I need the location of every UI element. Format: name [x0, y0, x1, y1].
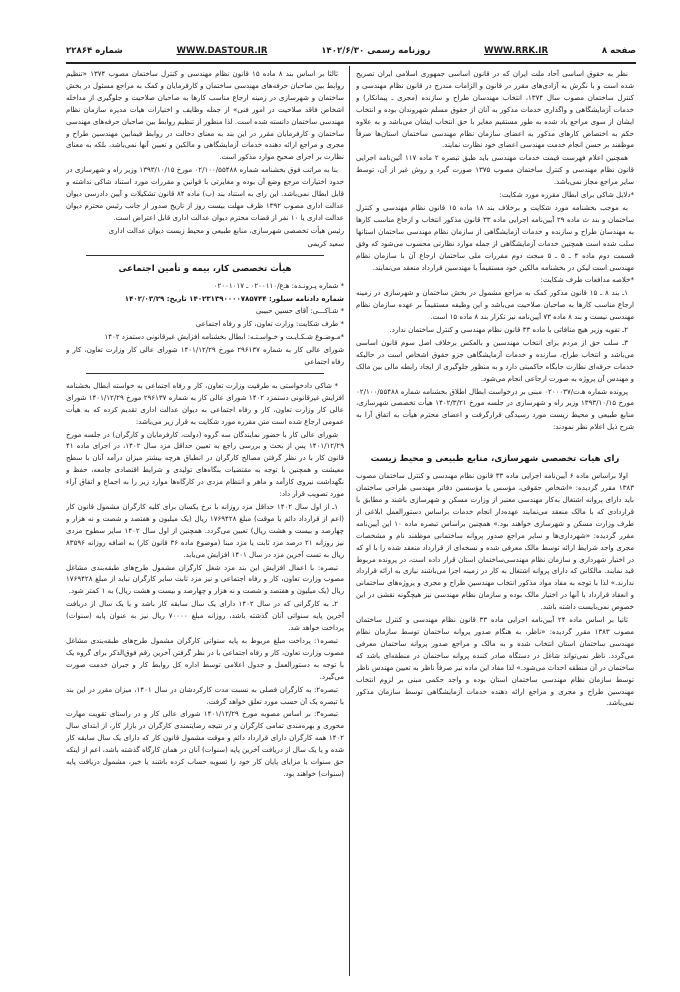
paragraph: تبصره۲: به کارگران فصلی به نسبت مدت کارکردشان در سال ۱۴۰۱، میزان مقرر در این بند با تبصره یک آن حسب مورد تعلق خواهد گرفت.	[66, 684, 344, 706]
dastour-link[interactable]: WWW.DASTOUR.IR	[176, 46, 268, 56]
paragraph: همچنین اعلام فهرست قیمت خدمات مهندسی باید طبق تبصره ۲ ماده ۱۱۷ آئین‌نامه اجرایی قانون نظام مهندسی و کنترل ساختمان مصوب ۱۳۷۵ صورت گیرد و روش غیر از آن، توسط سایر مراجع مجاز نمی‌باشد.	[356, 153, 634, 187]
section-rule	[86, 255, 324, 256]
meta-line: شماره دادنامه سیلور: ۱۴۰۲۳۱۳۹۰۰۰۰۷۸۵۷۴۴ تاریخ: ۱۴۰۲/۰۳/۲۹	[124, 293, 344, 303]
right-column	[356, 68, 634, 973]
paragraph: تبصره: با اعمال افزایش این بند مزد شغل کارگران مشمول طرح‌های طبقه‌بندی مشاغل مصوب وزارت تعاون، کار و رفاه اجتماعی و نیز مزد ثابت سایر کارگران نباید از مبلغ ۱۷۶۹۴۲۸ ریال (یک میلیون و هفتصد و شصت و نه هزار و چهارصد و بیست و هشت ریال) به ۱ کمتر شود.	[66, 562, 344, 596]
paragraph: پرونده شماره هـ‌ت/۰۲۰۰۰۳۷ مبنی بر درخواست ابطال اطلاق بخشنامه شماره ۰۲/۱۰۰/۵۵۴۸۸ مورخ ۱۳۹۳/۱۰/۱۵ وزیر راه و شهرسازی در جلسه مورخ ۱۴۰۲/۳/۲۱ هیأت تخصصی شهرسازی، منابع طبیعی و محیط زیست مورد رسیدگی قرارگرفت و اعضای محترم هیأت به اتفاق آرا به شرح ذیل اعلام نظر نمودند:	[356, 386, 634, 432]
paragraph: ثانیا بر اساس ماده ۲۴ آیین‌نامه اجرایی ماده ۳۳ قانون نظام مهندسی و کنترل ساختمان مصوب ۱۳۸۳ مقرر گردیده: «ناظر، به هنگام صدور پروانه ساختمان توسط سازمان نظام مهندسی ساختمان استان انتخاب شده و به مالک و مراجع صدور پروانه ساختمان معرفی می‌گردد. ناظر نمی‌تواند شاغل در دستگاه صادر کننده پروانه ساختمان در منطقه‌ای باشد که ساختمان در آن منطقه احداث می‌شود.» لذا مفاد این ماده نیز صرفاً ناظر به تعیین مهندس ناظر توسط سازمان نظام مهندسی ساختمان استان بوده و واجد حکمی مبنی بر لزوم انتخاب مهندسین طراح و مجری و مراجع ارائه دهنده خدمات آزمایشگاهی توسط سازمان مذکور نمی‌باشد.	[356, 615, 634, 708]
paragraph: ۲ـ تفویه وزیر هیچ منافاتی با ماده ۳۳ قانون نظام مهندسی و کنترل ساختمان ندارد.	[389, 325, 628, 335]
page-header	[66, 40, 636, 64]
meta-line: * شـاکـــی: آقای حسین حبیبی	[255, 306, 344, 316]
paragraph: ۳ـ سلب حق از مردم برای انتخاب مهندسین و بالعکس برخلاف اصل سوم قانون اساسی می‌باشد و انتخاب طراح، سازنده و خدمات آزمایشگاهی جزو حقوق اشخاص است در حالیکه خدمات حرفه‌ای نظارت جایگاه حاکمیتی دارد و به منظور جلوگیری از ایجاد رابطه مالی بین مالک و مهندس آن پروژه به صورت ارجاعی انجام می‌شود.	[356, 337, 634, 383]
paragraph: نظر به حقوق اساسی آحاد ملت ایران که در قانون اساسی جمهوری اسلامی ایران تصریح شده است و با نگرش به آزادی‌های مقرر در قانون و الزامات مندرج در قانون نظام مهندسی و کنترل ساختمان مصوب سال ۱۳۷۴، انتخاب مهندسان طراح و سازنده (مجری ـ پیمانکار) و خدمات آزمایشگاهی و واگذاری خدمات مذکور به آنان از حقوق مسلم شهروندان بوده و انتخاب ایشان از سوی مراجع یاد شده به طور مستقیم مغایر با حق انتخاب ایشان می‌باشد و به علاوه حکم به اختصاص کارهای مذکور به اعضای سازمان نظام مهندسی ساختمان استان‌ها صرفاً موظفند بر حسن انجام خدمت مهندسی اعضای خود نظارت نمایند.	[356, 69, 634, 150]
paragraph: * شاکی دادخواستی به طرفیت وزارت تعاون، کار و رفاه اجتماعی به خواسته ابطال بخشنامه افزایش غیرقانونی دستمزد ۱۴۰۲ شورای عالی کار به شماره ۲۹۶۱۳۷ مورخ ۱۴۰۱/۱۲/۲۹ شورای عالی کار وزارت تعاون، کار و رفاه اجتماعی به دیوان عدالت اداری تقدیم کرده که به هیأت عمومی ارجاع شده است متن مقرره مورد شکایت به قرار زیر می‌باشد:	[66, 380, 344, 426]
paragraph: ۲ـ به کارگرانی که در سال ۱۴۰۲ دارای یک سال سابقه کار باشد و یا یک سال از دریافت آخرین پایه سنواتی آنان گذشته باشد، روزانه مبلغ ۷۰۰۰۰ ریال نیز به عنوان پایه (سنوات) پرداخت خواهد شد.	[66, 599, 344, 633]
meta-line: شورای عالی کار به شماره ۲۹۶۱۳۷ مورخ ۱۴۰۱/۱۲/۲۹ شورای عالی کار وزارت تعاون، کار و رفاه اجتماعی	[66, 345, 344, 367]
paragraph: بنا به مراتب فوق بخشنامه شماره ۰۲/۱۰۰/۵۵۴۸۸ مورخ ۱۳۹۳/۱۰/۱۵ وزیر راه و شهرسازی در حدود اختیارات مرجع وضع آن بوده و مغایرتی با قوانین و مقررات مورد استناد شاکی نداشته و قابل ابطال نمی‌باشد. این رای به استناد بند (ب) ماده ۸۴ قانون تشکیلات و آیین دادرسی دیوان عدالت اداری مصوب ۱۳۹۲ ظرف مهلت بیست روز از تاریخ صدور از جانب رئیس محترم دیوان عدالت اداری یا ۱۰ نفر از قضات محترم دیوان عدالت اداری قابل اعتراض است.	[66, 165, 344, 222]
paragraph: تبصره۳: بر اساس مصوبه مورخ ۱۴۰۱/۱۲/۲۹ شورای عالی کار و در راستای تقویت مهارت محوری و بهره‌مندی تمامی کارگران و در نتیجه رضایتمندی کارگران در بازار کار، از ابتدای سال ۱۴۰۲ همه کارگران دارای قرارداد دائم و موقت مشمول قانون کار که دارای یک سال سابقه کار شده و یا یک سال از دریافت آخرین پایه (سنوات) آنان در همان کارگاه گذشته باشد، اعم از اینکه حق سنوات یا مزایای پایان کار خود را تسویه حساب کرده باشند یا خیر، مشمول دریافت پایه (سنوات) خواهند بود.	[66, 709, 344, 778]
paragraph: ۱ـ بند ۸ ـ ۱۵ قانون مذکور کمک به مراجع مشمول در بخش ساختمان و شهرسازی در زمینه ارجاع مناسب کارها به صاحبان صلاحیت می‌باشد و این وظیفه مستقیماً بر عهده سازمان نظام مهندسی نیست و بند ۸ ماده ۷۳ آیین‌نامه نیز تکرار بند ۸ ماده ۱۵ است.	[356, 288, 634, 322]
section-title: رای هیات تخصصی شهرسازی، منابع طبیعی و محیط زیست	[370, 454, 620, 465]
paragraph: اولا براساس ماده ۶ آیین‌نامه اجرایی ماده ۳۳ قانون نظام مهندسی و کنترل ساختمان مصوب ۱۳۸۳ مقرر گردیده: «اشخاص حقوقی، مؤسس یا مؤسسین دفاتر مهندسی طراحی ساختمان باید دارای پروانه اشتغال به‌کار مهندسی معتبر از وزارت مسکن و شهرسازی باشند و مطابق با قراردادی که با مالک منعقد می‌نمایند عهده‌دار انجام خدمات براساس دستورالعمل ابلاغی از طرف وزارت مسکن و شهرسازی خواهند بود.» همچنین براساس تبصره ماده ۱۰ این آیین‌نامه مقرر گردیده: «شهرداری‌ها و سایر مراجع صدور پروانه ساختمانی موظفند نام و مشخصات مجری واجد شرایط ارائه توسط مالک معرفی شده و نسخه‌ای از قرارداد منعقد شده را با او که در اختیار شهرداری و سازمان نظام مهندسی‌ساختمان استان قرار داده است، در پرونده مربوط قید نمایند. مالکانی که دارای پروانه اشتغال به کار در زمینه اجرا می‌باشند نیازی به ارائه قرارداد ندارند.» لذا با توجه به مفاد مواد مذکور انتخاب مهندسین طراح و مجری و پروژه‌های ساختمانی و انعقاد قرارداد با آنها در اختیار مالک بوده و سازمان نظام مهندسی نیز هیچگونه نقشی در این خصوص نمی‌بایست داشته باشد.	[356, 471, 634, 612]
section-rule	[86, 373, 324, 374]
page-number: صفحه ۸	[601, 46, 636, 56]
signature-name: سعید کریمی	[307, 238, 344, 248]
column-divider	[349, 66, 350, 976]
paragraph: ثالثا بر اساس بند ۸ ماده ۱۵ قانون نظام مهندسی و کنترل ساختمان مصوب ۱۳۷۴ «تنظیم روابط بین صاحبان حرفه‌های مهندسی ساختمان و کارفرمایان و کمک به مراجع مسئول در بخش ساختمان و شهرسازی در زمینه ارجاع مناسب کارها به صاحبان صلاحیت و جلوگیری از مداخله اشخاص فاقد صلاحیت در امور فنی» از جمله وظایف و اختیارات هیات مدیره سازمان نظام مهندسی ساختمان دانسته شده است. لذا منظور از تنظیم روابط بین صاحبان حرفه‌های مهندسی ساختمان و کارفرمایان مقرر در این بند به معنای دخالت در روابط فیمابین مهندسین طراح و مجری و مراجع ارائه دهنده خدمات آزمایشگاهی و مالکین و تعیین آنها نمی‌باشد، بلکه به معنای نظارت بر اجرای صحیح موارد مذکور است.	[66, 69, 344, 162]
signature-title: رئیس هیأت تخصصی شهرسازی، منابع طبیعی و محیط زیست دیوان عدالت اداری	[108, 225, 344, 235]
meta-line: * طرف شکایت: وزارت تعاون، کار و رفاه اجتماعی	[195, 319, 344, 329]
left-column	[66, 68, 344, 973]
paragraph-heading: *دلایل شاکی برای ابطال مقرره مورد شکایت:	[499, 190, 634, 200]
meta-line: * شماره پـرونـده: هـ‌ع/۰۲۰۰۱۱۰ ـ ۰۲۰۰۱۰۱۷	[213, 280, 344, 290]
rrk-link[interactable]: WWW.RRK.IR	[484, 46, 549, 56]
paragraph: شورای عالی کار با حضور نمایندگان سه گروه (دولت، کارفرمایان و کارگران) در جلسه مورخ ۱۴۰۱/۱۲/۲۹ پس از بحث و بررسی راجع به تعیین حداقل مزد سال ۱۴۰۲، در اجرای ماده ۴۱ قانون کار با در نظر گرفتن مصالح کارگران در انطباق هرچه بیشتر میزان درآمد آنان با سطح معیشت و همچنین با توجه به مقتضیات بنگاه‌های تولیدی و شرایط اقتصادی جامعه، حفظ و نگهداشت نیروی کارآمد و ماهر و انتظام مزدی در کارگاه‌ها موارد زیر را به اجماع و اتفاق آراء مورد تصویب قرار داد:	[66, 429, 344, 499]
section-title: هیأت تخصصی کار، بیمه و تأمین اجتماعی	[118, 263, 292, 274]
meta-line: *مـوضـوع شـکـایـت و خـواسـتـه: ابطال بخشنامه افزایش غیرقانونی دستمزد ۱۴۰۲	[104, 332, 344, 342]
paragraph: به موجب بخشنامه مورد شکایت و برخلاف بند ۱۸ ماده ۱۵ قانون نظام مهندسی و کنترل ساختمان و بند ث ماده ۲۹ آیین‌نامه اجرایی ماده ۳۳ قانون مذکور انتخاب و ارجاع مناسب کارها به مهندسان طراح و سازنده و خدمات آزمایشگاهی از سازمان نظام مهندسی ساختمان استانها سلب شده است همچنین خدمات آزمایشگاهی از جمله موارد نظارتی محسوب می‌شود که وفق قسمت دوم ماده ۴ ـ ۵ ـ ۵ مبحث دوم مقررات ملی ساختمان ارجاع آن با سازمان نظام مهندسی است لیکن در بخشنامه مالکین خود مستقیماً با مهندسین قرارداد منعقد می‌نمایند.	[356, 202, 634, 272]
paragraph: تبصره۱: پرداخت مبلغ مربوط به پایه سنواتی کارگران مشمول طرح‌های طبقه‌بندی مشاغل مصوب وزارت تعاون، کار و رفاه اجتماعی با در نظر گرفتن آخرین رقم فوق‌الذکر برای گروه یک با توجه به دستورالعمل و جدول اعلامی توسط اداره کل روابط کار و جبران خدمت صورت می‌گیرد.	[66, 635, 344, 681]
gazette-date: روزنامه رسمی ۱۴۰۲/۶/۳۰	[321, 46, 431, 56]
paragraph-heading: *خلاصه مدافعات طرف شکایت:	[540, 275, 634, 285]
paragraph: ۱ـ از اول سال ۱۴۰۲ حداقل مزد روزانه با نرخ یکسان برای کلیه کارگران مشمول قانون کار (اعم از قرارداد دائم یا موقت) مبلغ ۱۷۶۹۴۲۸ ریال (یک میلیون و هفتصد و شصت و نه هزار و چهارصد و بیست و هشت ریال) تعیین می‌گردد. همچنین از اول سال ۱۴۰۲ سایر سطوح مزدی نیز روزانه ۲۱ درصد مزد ثابت یا مزد مبنا (موضوع ماده ۳۶ قانون کار) به اضافه روزانه ۸۳۵۹۶ ریال به تست آخرین مزد در سال ۱۴۰۱ افزایش می‌یابد.	[66, 502, 344, 559]
issue-number: شماره ۲۲۸۶۴	[66, 46, 123, 56]
